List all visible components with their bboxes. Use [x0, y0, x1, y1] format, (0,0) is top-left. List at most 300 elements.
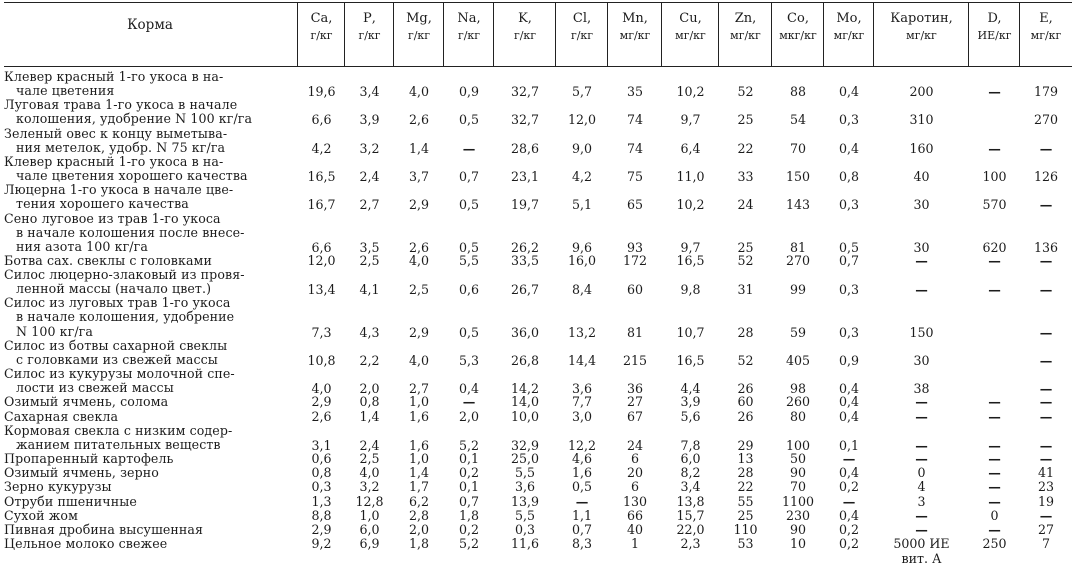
cell-ca: 2,9: [311, 394, 332, 410]
column-rule: [873, 2, 874, 66]
cell-carotene: —: [915, 437, 928, 453]
cell-vite: —: [1039, 507, 1053, 523]
cell-p: 3,5: [359, 239, 380, 255]
cell-ca: 0,8: [311, 465, 332, 481]
cell-vite: 7: [1041, 535, 1050, 551]
cell-cu: 3,9: [680, 394, 701, 410]
cell-co: 59: [789, 324, 807, 340]
column-header-unit: г/кг: [513, 29, 537, 42]
cell-ca: 16,5: [307, 169, 336, 185]
cell-cl: 0,5: [571, 479, 593, 495]
cell-cl: 14,4: [567, 353, 597, 368]
cell-co: 270: [785, 252, 811, 268]
cell-cl: 4,2: [571, 169, 593, 185]
cell-mg: 1,7: [408, 479, 430, 495]
cell-ca: 2,6: [311, 408, 332, 424]
feed-name-line: N 100 кг/га: [16, 323, 93, 339]
cell-cu: 6,0: [680, 451, 701, 467]
cell-cu: 3,4: [680, 479, 701, 495]
cell-p: 2,7: [359, 197, 380, 213]
column-rule: [344, 2, 345, 66]
cell-mg: 1,6: [408, 437, 430, 453]
feed-name-line: Пивная дробина высушенная: [4, 521, 204, 537]
cell-na: 0,5: [458, 324, 480, 340]
cell-mg: 1,4: [408, 465, 430, 481]
cell-na: 5,2: [458, 535, 480, 551]
feed-name-line: Силос из луговых трав 1-го укоса: [4, 295, 231, 311]
cell-co: 54: [789, 112, 807, 128]
cell-mn: 172: [622, 252, 648, 268]
feed-name-line: Сахарная свекла: [4, 408, 119, 424]
column-header-name: Cl,: [572, 11, 592, 26]
cell-carotene: 30: [913, 197, 930, 213]
cell-p: 3,4: [359, 84, 380, 100]
cell-mg: 1,4: [408, 140, 430, 156]
cell-cl: 16,0: [567, 252, 597, 268]
cell-co: 50: [789, 451, 807, 467]
cell-mg: 1,0: [408, 451, 430, 467]
feed-name-line: тения хорошего качества: [16, 196, 189, 212]
feed-name: [4, 452, 296, 466]
cell-cl: 1,6: [571, 465, 593, 481]
column-header-k: [494, 12, 556, 42]
cell-vite: 23: [1037, 479, 1055, 495]
cell-mo: 0,8: [838, 169, 860, 185]
cell-vite: 27: [1037, 521, 1055, 537]
cell-mn: 1: [630, 535, 639, 551]
cell-co: 98: [789, 381, 807, 397]
column-header-name: Na,: [457, 11, 481, 26]
cell-vitd: —: [988, 493, 1001, 509]
cell-co: 260: [785, 394, 811, 410]
feed-name-line: колошения, удобрение N 100 кг/га: [16, 111, 253, 127]
feed-name-line: Пропаренный картофель: [4, 451, 174, 467]
cell-carotene: 5000 ИЕ: [893, 535, 950, 551]
column-header-name: E,: [1039, 11, 1053, 26]
cell-vite: —: [1039, 437, 1053, 453]
column-header-unit: г/кг: [358, 29, 381, 42]
cell-na: —: [462, 140, 476, 156]
feed-name: [4, 509, 296, 523]
cell-cu: 6,4: [680, 140, 701, 156]
cell-cl: —: [575, 493, 589, 509]
cell-cl: 1,1: [571, 507, 593, 523]
cell-vitd: 620: [982, 239, 1007, 255]
cell-na: 0,5: [458, 239, 480, 255]
cell-k: 0,3: [514, 521, 536, 537]
cell-vite: —: [1039, 381, 1053, 397]
cell-co: 81: [789, 239, 807, 255]
cell-zn: 33: [737, 169, 754, 185]
cell-vite: 126: [1033, 169, 1059, 185]
cell-mg: 2,7: [408, 381, 430, 397]
cell-mg: 2,6: [408, 239, 430, 255]
cell-mo: 0,2: [838, 521, 860, 537]
cell-cu: 10,7: [676, 324, 705, 340]
cell-co: 405: [785, 353, 811, 368]
column-rule: [555, 2, 556, 66]
cell-vite: —: [1039, 353, 1053, 368]
cell-mo: 0,4: [838, 465, 860, 481]
feed-name-line: Зеленый овес к концу выметыва-: [4, 125, 228, 141]
cell-p: 2,4: [359, 437, 380, 453]
cell-zn: 110: [733, 521, 758, 537]
column-header-name: Са,: [310, 11, 333, 26]
feed-name: [4, 537, 296, 551]
cell-mo: 0,1: [838, 437, 860, 453]
feed-name-line: в начале колошения после внесе-: [16, 224, 245, 240]
cell-k: 32,7: [510, 112, 540, 128]
feed-name: [4, 410, 296, 424]
column-header-name: Zn,: [734, 11, 757, 26]
cell-cl: 5,7: [571, 84, 593, 100]
feed-name-line: ленной массы (начало цвет.): [16, 281, 212, 297]
feed-name-line: Сено луговое из трав 1-го укоса: [4, 210, 221, 226]
column-header-vitd: [969, 12, 1020, 42]
cell-zn: 25: [737, 507, 754, 523]
cell-cl: 12,2: [567, 437, 597, 453]
cell-p: 3,2: [359, 140, 380, 156]
cell-cu: 10,2: [676, 84, 705, 100]
cell-mn: 35: [626, 84, 644, 100]
cell-vitd: —: [988, 84, 1001, 100]
column-header-na: [444, 12, 494, 42]
feed-name: [4, 367, 296, 395]
feed-name-line: Клевер красный 1-го укоса в на-: [4, 69, 224, 84]
cell-carotene: 310: [909, 112, 934, 128]
column-header-co: [772, 12, 824, 42]
column-header-p: [345, 12, 394, 42]
feed-name-line: в начале колошения, удобрение: [16, 309, 235, 325]
cell-ca: 12,0: [307, 252, 336, 268]
cell-na: 0,2: [458, 521, 480, 537]
cell-k: 5,5: [514, 465, 536, 481]
cell-zn: 31: [737, 282, 754, 298]
cell-ca: 9,2: [311, 535, 332, 551]
cell-k: 26,2: [510, 239, 540, 255]
cell-cl: 8,3: [571, 535, 593, 551]
cell-na: 1,8: [458, 507, 480, 523]
cell-na: 5,2: [458, 437, 480, 453]
cell-zn: 55: [737, 493, 754, 509]
cell-ca: 10,8: [307, 353, 336, 368]
cell-vitd: —: [988, 521, 1001, 537]
column-header-unit: мг/кг: [675, 29, 706, 42]
cell-vitd: —: [988, 451, 1001, 467]
cell-cu: 9,8: [680, 282, 701, 298]
column-header-unit: мг/кг: [619, 29, 651, 42]
feed-name: [4, 296, 296, 338]
column-header-name: Mn,: [622, 11, 648, 26]
cell-vite: 19: [1037, 493, 1055, 509]
cell-vite: 179: [1033, 84, 1059, 100]
cell-cu: 15,7: [676, 507, 705, 523]
cell-mo: 0,5: [838, 239, 860, 255]
cell-na: 0,2: [458, 465, 480, 481]
column-header-unit: г/кг: [310, 29, 333, 42]
cell-mn: 65: [626, 197, 644, 213]
cell-vitd: 570: [982, 197, 1007, 213]
cell-ca: 0,6: [311, 451, 332, 467]
feed-name: [4, 424, 296, 452]
cell-zn: 22: [737, 479, 754, 495]
column-header-unit: мг/кг: [833, 29, 865, 42]
cell-k: 23,1: [510, 169, 540, 185]
cell-na: —: [462, 394, 476, 410]
cell-cl: 9,6: [571, 239, 593, 255]
feed-name-line: Кормовая свекла с низким содер-: [4, 422, 233, 438]
header-bottom-rule: [4, 66, 1072, 67]
cell-zn: 13: [737, 451, 754, 467]
cell-vitd: —: [988, 437, 1001, 453]
column-header-name: Р,: [363, 11, 376, 26]
cell-mo: 0,2: [838, 535, 860, 551]
column-header-unit: ИЕ/кг: [977, 29, 1012, 42]
cell-na: 0,7: [458, 169, 480, 185]
cell-mn: 130: [622, 493, 648, 509]
cell-mn: 67: [626, 408, 644, 424]
cell-mg: 2,5: [408, 282, 430, 298]
cell-vite: —: [1039, 140, 1053, 156]
column-header-mg: [394, 12, 444, 42]
cell-k: 5,5: [514, 507, 536, 523]
column-header-mo: [824, 12, 874, 42]
table-top-rule: [4, 2, 1072, 3]
feed-name-line: чале цветения хорошего качества: [16, 167, 248, 183]
cell-vite: 136: [1033, 239, 1059, 255]
cell-mo: 0,3: [838, 282, 860, 298]
column-header-zn: [719, 12, 772, 42]
cell-co: 70: [789, 140, 807, 156]
cell-na: 2,0: [458, 408, 480, 424]
cell-mn: 20: [626, 465, 644, 481]
cell-p: 4,3: [359, 324, 380, 340]
cell-vitd: —: [988, 394, 1001, 410]
feed-name: [4, 98, 296, 126]
cell-k: 28,6: [510, 140, 540, 156]
cell-carotene: 160: [909, 140, 934, 156]
cell-ca: 8,8: [311, 507, 332, 523]
feed-name: [4, 212, 296, 254]
feed-name: [4, 254, 296, 268]
feed-name: [4, 127, 296, 155]
cell-mn: 74: [626, 140, 644, 156]
column-header-name: Mo,: [836, 11, 862, 26]
cell-co: 1100: [781, 493, 815, 509]
cell-mn: 6: [630, 451, 639, 467]
feed-name-line: Силос люцерно-злаковый из провя-: [4, 267, 245, 283]
feed-name-line: с головками из свежей массы: [16, 351, 218, 367]
cell-k: 25,0: [510, 451, 540, 467]
cell-k: 14,2: [510, 381, 540, 397]
cell-ca: 1,3: [311, 493, 332, 509]
column-header-cu: [662, 12, 719, 42]
cell-mn: 27: [626, 394, 644, 410]
cell-carotene: 38: [913, 381, 930, 397]
cell-mg: 2,8: [408, 507, 430, 523]
column-header-vite: [1020, 12, 1072, 42]
cell-co: 70: [789, 479, 807, 495]
cell-p: 1,0: [359, 507, 380, 523]
cell-co: 100: [785, 437, 811, 453]
cell-mo: 0,2: [838, 479, 860, 495]
column-rule: [1019, 2, 1020, 66]
cell-co: 150: [785, 169, 811, 185]
cell-ca: 6,6: [311, 239, 332, 255]
cell-carotene: 30: [913, 353, 930, 368]
cell-mo: 0,4: [838, 408, 860, 424]
cell-mn: 6: [630, 479, 639, 495]
cell-mn: 215: [622, 353, 648, 368]
cell-mo: 0,4: [838, 394, 860, 410]
cell-cl: 3,0: [571, 408, 593, 424]
feed-name-line: Ботва сах. свеклы с головками: [4, 252, 212, 268]
cell-cl: 0,7: [571, 521, 593, 537]
column-header-name: Co,: [787, 11, 809, 26]
column-rule: [393, 2, 394, 66]
cell-zn: 29: [737, 437, 754, 453]
cell-k: 33,5: [510, 252, 540, 268]
cell-zn: 28: [737, 324, 754, 340]
cell-carotene: —: [915, 394, 928, 410]
cell-carotene: —: [915, 521, 928, 537]
cell-co: 80: [789, 408, 807, 424]
feed-name-line: Силос из кукурузы молочной спе-: [4, 366, 235, 382]
cell-vite: —: [1039, 197, 1053, 213]
feed-name-line: жанием питательных веществ: [16, 436, 221, 452]
cell-mg: 2,6: [408, 112, 430, 128]
feed-name-line: Луговая трава 1-го укоса в начале: [4, 97, 238, 113]
cell-zn: 24: [737, 197, 754, 213]
cell-ca: 2,9: [311, 521, 332, 537]
cell-mo: 0,7: [838, 252, 860, 268]
cell-cu: 10,2: [676, 197, 705, 213]
column-rule: [297, 2, 298, 66]
cell-carotene-note: вит. А: [901, 550, 942, 566]
cell-k: 14,0: [510, 394, 540, 410]
feed-name: [4, 495, 296, 509]
feed-name-line: ния азота 100 кг/га: [16, 238, 148, 254]
cell-mn: 75: [626, 169, 644, 185]
cell-zn: 26: [737, 381, 754, 397]
cell-vitd: —: [988, 465, 1001, 481]
cell-p: 12,8: [355, 493, 384, 509]
cell-carotene: —: [915, 282, 928, 298]
column-rule: [718, 2, 719, 66]
cell-p: 3,2: [359, 479, 380, 495]
feed-name: [4, 268, 296, 296]
cell-ca: 4,0: [311, 381, 332, 397]
cell-mn: 93: [626, 239, 644, 255]
cell-ca: 7,3: [311, 324, 332, 340]
column-header-cl: [556, 12, 608, 42]
cell-mo: 0,4: [838, 381, 860, 397]
cell-mo: 0,3: [838, 112, 860, 128]
cell-cl: 4,6: [571, 451, 593, 467]
cell-cu: 8,2: [680, 465, 701, 481]
cell-cu: 13,8: [676, 493, 705, 509]
cell-vitd: —: [988, 408, 1001, 424]
cell-co: 88: [789, 84, 807, 100]
cell-na: 0,9: [458, 84, 480, 100]
cell-cu: 16,5: [676, 353, 705, 368]
cell-cl: 13,2: [567, 324, 597, 340]
cell-mo: 0,4: [838, 140, 860, 156]
column-header-name: K,: [518, 11, 532, 26]
column-header-unit: г/кг: [457, 29, 481, 42]
feed-column-header: Корма: [127, 17, 173, 33]
cell-zn: 52: [737, 84, 754, 100]
cell-mo: —: [842, 493, 856, 509]
column-header-name: Cu,: [679, 11, 702, 26]
cell-p: 6,0: [359, 521, 380, 537]
cell-k: 11,6: [510, 535, 540, 551]
cell-ca: 4,2: [311, 140, 332, 156]
cell-vitd: —: [988, 140, 1001, 156]
cell-k: 26,8: [510, 353, 540, 368]
feed-name-line: Озимый ячмень, зерно: [4, 465, 159, 481]
cell-cu: 9,7: [680, 112, 701, 128]
cell-k: 10,0: [510, 408, 540, 424]
cell-vitd: —: [988, 479, 1001, 495]
cell-co: 10: [789, 535, 807, 551]
cell-k: 13,9: [510, 493, 540, 509]
feed-name-line: лости из свежей массы: [16, 380, 174, 396]
feed-name: [4, 395, 296, 409]
cell-co: 90: [789, 465, 807, 481]
cell-mg: 6,2: [408, 493, 430, 509]
column-header-unit: мкг/кг: [779, 29, 817, 42]
cell-cl: 3,6: [571, 381, 593, 397]
cell-carotene: —: [915, 451, 928, 467]
feed-name-line: Люцерна 1-го укоса в начале цве-: [4, 182, 234, 198]
cell-ca: 3,1: [311, 437, 332, 453]
cell-p: 2,5: [359, 252, 380, 268]
cell-p: 0,8: [359, 394, 380, 410]
cell-na: 0,5: [458, 112, 480, 128]
column-header-ca: [298, 12, 345, 42]
feed-name: [4, 183, 296, 211]
cell-ca: 6,6: [311, 112, 332, 128]
cell-mn: 66: [626, 507, 644, 523]
feed-name-line: Силос из ботвы сахарной свеклы: [4, 337, 228, 353]
cell-k: 19,7: [510, 197, 540, 213]
cell-mn: 74: [626, 112, 644, 128]
cell-cu: 5,6: [680, 408, 701, 424]
cell-ca: 13,4: [307, 282, 336, 298]
cell-k: 32,9: [510, 437, 540, 453]
cell-na: 5,5: [458, 252, 480, 268]
cell-na: 0,4: [458, 381, 480, 397]
cell-mg: 1,6: [408, 408, 430, 424]
column-header-name: Mg,: [406, 11, 432, 26]
column-header-unit: мг/кг: [1030, 29, 1062, 42]
cell-k: 26,7: [510, 282, 540, 298]
cell-cu: 2,3: [680, 535, 701, 551]
cell-mn: 40: [626, 521, 644, 537]
feed-name: [4, 466, 296, 480]
column-rule: [661, 2, 662, 66]
column-header-carotene: [874, 12, 969, 42]
cell-zn: 52: [737, 353, 754, 368]
feed-name: [4, 480, 296, 494]
cell-carotene: —: [915, 507, 928, 523]
cell-zn: 28: [737, 465, 754, 481]
column-rule: [823, 2, 824, 66]
cell-carotene: 150: [909, 324, 934, 340]
column-header-name: D,: [987, 11, 1002, 26]
cell-vite: —: [1039, 451, 1053, 467]
